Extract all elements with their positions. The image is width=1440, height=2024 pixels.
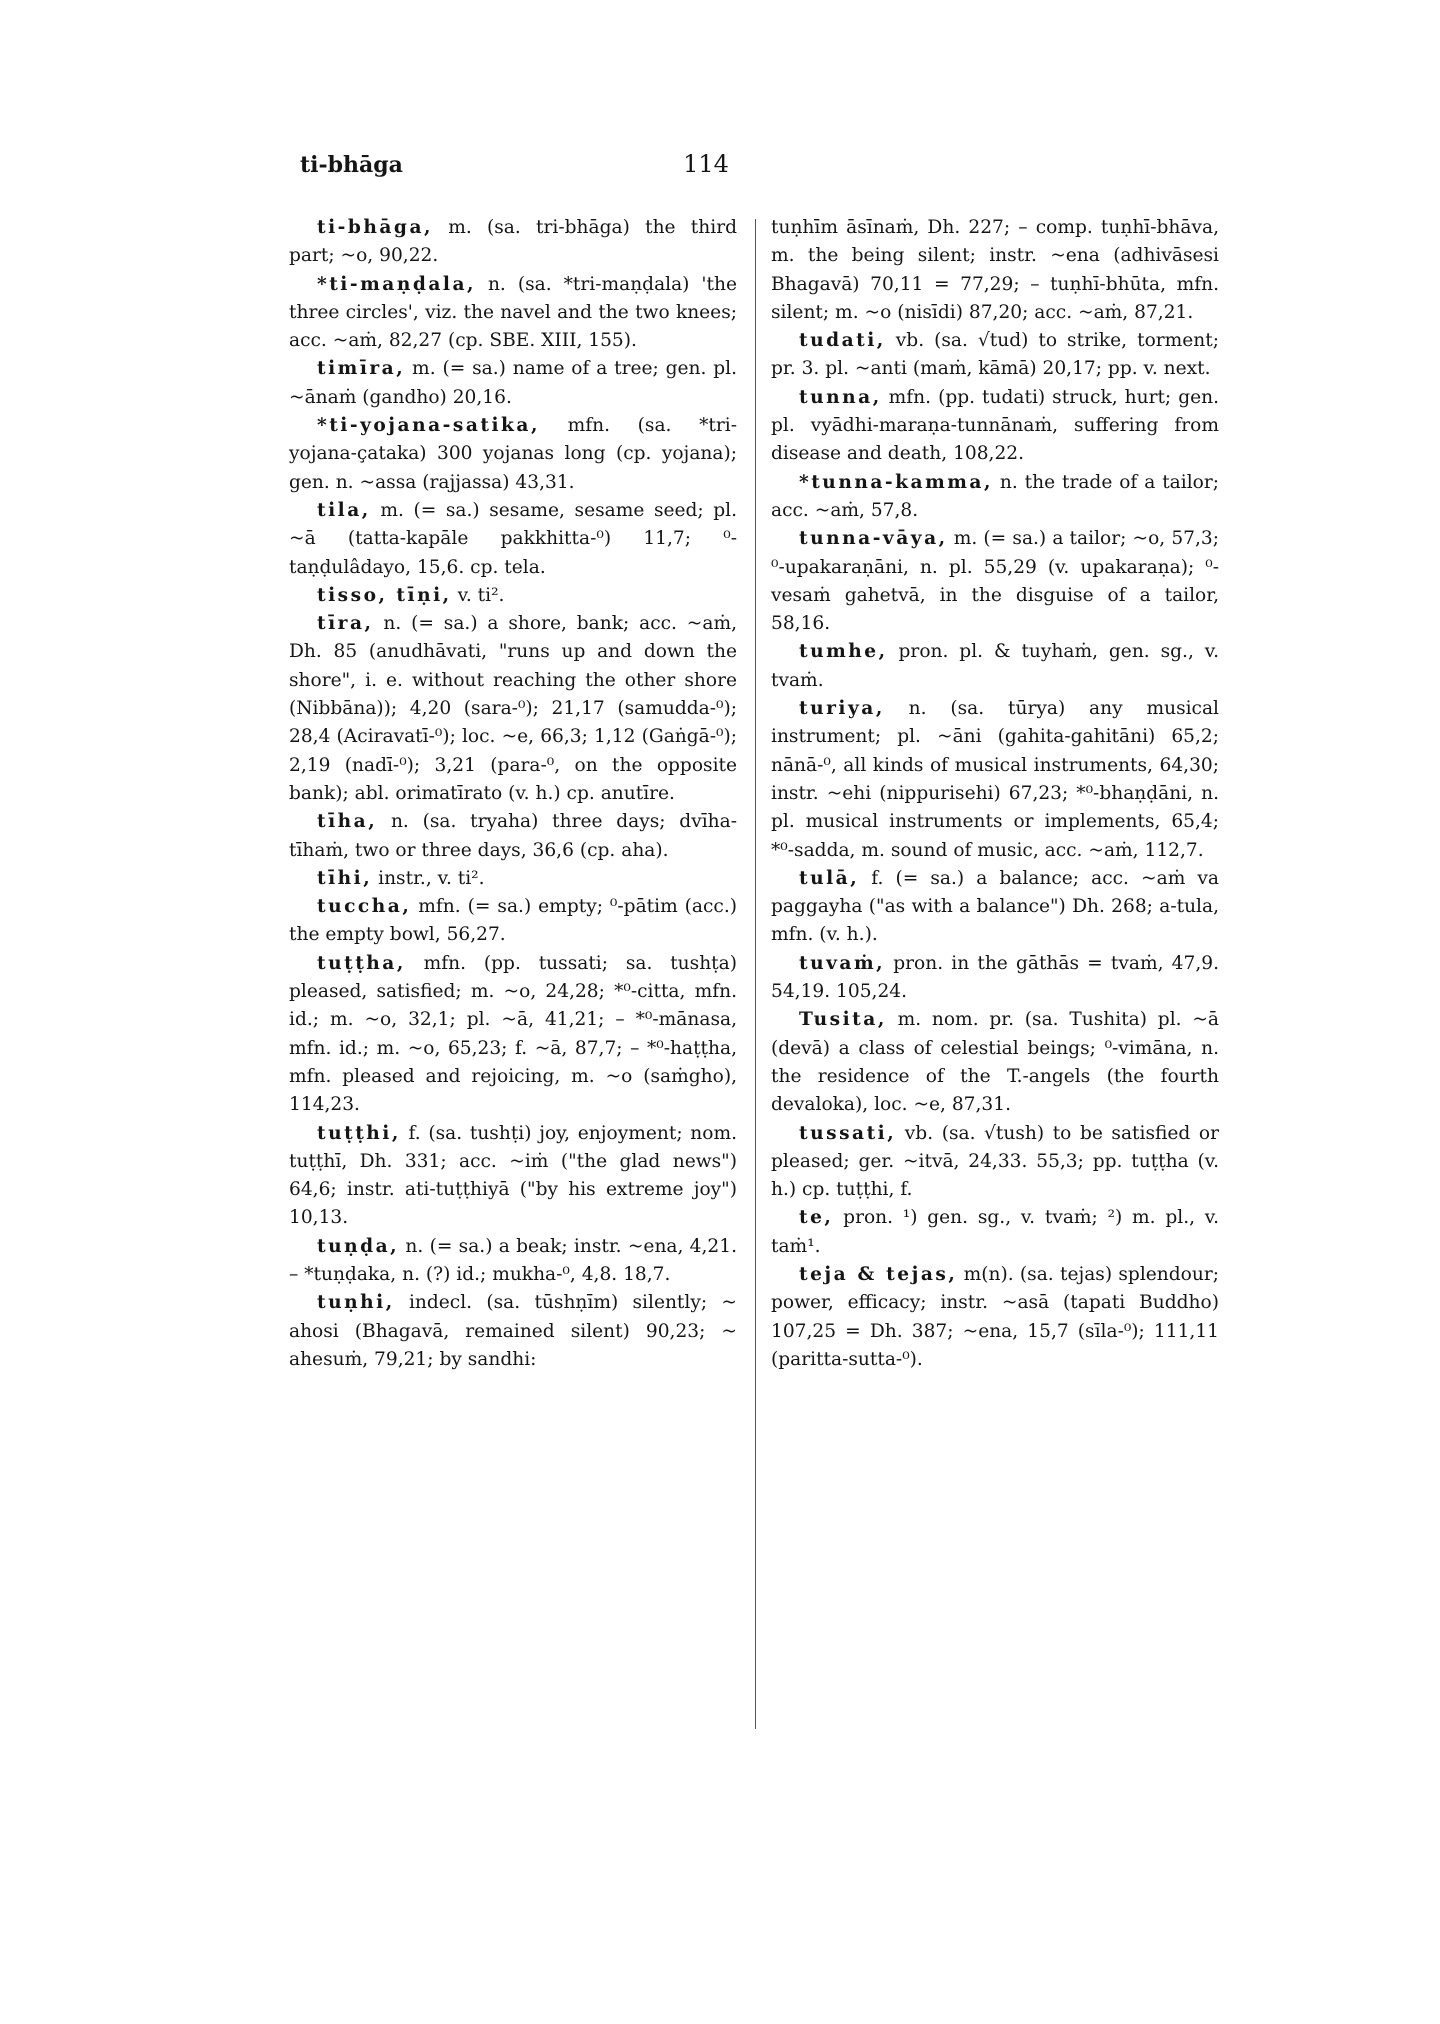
- entry-text: pron. pl. & tuyhaṁ, gen. sg., v. tvaṁ.: [771, 641, 1219, 691]
- dictionary-entry: [289, 1233, 737, 1290]
- entry-headword: *ti-maṇḍala,: [317, 273, 476, 295]
- entry-headword: tīhi,: [317, 867, 373, 889]
- entry-headword: *tunna-kamma,: [799, 471, 993, 493]
- entry-headword: *ti-yojana-satika,: [317, 415, 540, 437]
- dictionary-entry: [771, 950, 1219, 1007]
- dictionary-entry: [289, 610, 737, 808]
- entry-headword: tussati,: [799, 1122, 897, 1144]
- entry-text: f. (sa. tushṭi) joy, enjoyment; nom. tuṭṭhī, Dh. 331; acc. ~iṁ ("the glad news") 64,6; instr. ati-tuṭṭhiyā ("by his extreme joy") 10,13.: [289, 1122, 737, 1229]
- entry-text: v. ti².: [451, 584, 505, 606]
- entry-headword: tuṇḍa,: [317, 1235, 400, 1257]
- dictionary-entry: [289, 582, 737, 610]
- entry-text: tuṇhīm āsīnaṁ, Dh. 227; – comp. tuṇhī-bhāva, m. the being silent; instr. ~ena (adhivāsesi Bhagavā) 70,11 = 77,29; – tuṇhī-bhūta, mfn. silent; m. ~o (nisīdi) 87,20; acc. ~aṁ, 87,21.: [771, 217, 1219, 323]
- dictionary-entry: [289, 214, 737, 271]
- column-divider: [755, 219, 756, 1729]
- dictionary-entry: [289, 950, 737, 1120]
- entry-headword: teja & tejas,: [799, 1263, 958, 1285]
- entry-headword: tīha,: [317, 811, 378, 833]
- entry-headword: turiya,: [799, 698, 885, 720]
- entry-text: m. (= sa.) a tailor; ~o, 57,3; ⁰-upakaraṇāni, n. pl. 55,29 (v. upakaraṇa); ⁰-vesaṁ gahetvā, in the disguise of a tailor, 58,16.: [771, 528, 1219, 635]
- entry-headword: tila,: [317, 499, 371, 521]
- dictionary-entry: [771, 327, 1219, 384]
- entry-text: n. (= sa.) a shore, bank; acc. ~aṁ, Dh. 85 (anudhāvati, "runs up and down the shore", i. e. without reaching the other shore (Nibbāna)); 4,20 (sara-⁰); 21,17 (samudda-⁰); 28,4 (Aciravatī-⁰); loc. ~e, 66,3; 1,12 (Gaṅgā-⁰); 2,19 (nadī-⁰); 3,21 (para-⁰, on the opposite bank); abl. orimatīrato (v. h.) cp. anutīre.: [289, 613, 737, 804]
- dictionary-entry: [771, 1006, 1219, 1119]
- dictionary-entry: [771, 1261, 1219, 1374]
- dictionary-entry: [771, 638, 1219, 695]
- entry-headword: tisso, tīṇi,: [317, 584, 452, 606]
- entry-text: n. (= sa.) a beak; instr. ~ena, 4,21. – *tuṇḍaka, n. (?) id.; mukha-⁰, 4,8. 18,7.: [289, 1235, 737, 1285]
- dictionary-entry-continued: [771, 214, 1219, 327]
- dictionary-entry: [771, 695, 1219, 865]
- left-column: [289, 214, 737, 1374]
- entry-text: instr., v. ti².: [372, 867, 485, 889]
- entry-text: mfn. (sa. *tri-yojana-çataka) 300 yojanas long (cp. yojana); gen. n. ~assa (rajjassa) 43,31.: [289, 415, 737, 493]
- entry-headword: tudati,: [799, 330, 886, 352]
- entry-text: n. (sa. *tri-maṇḍala) 'the three circles', viz. the navel and the two knees; acc. ~aṁ, 82,27 (cp. SBE. XIII, 155).: [289, 273, 737, 352]
- entry-text: pron. ¹) gen. sg., v. tvaṁ; ²) m. pl., v. taṁ¹.: [771, 1207, 1219, 1257]
- entry-headword: Tusita,: [799, 1009, 887, 1031]
- entry-text: vb. (sa. √tud) to strike, torment; pr. 3. pl. ~anti (maṁ, kāmā) 20,17; pp. v. next.: [771, 330, 1219, 380]
- entry-headword: ti-bhāga,: [317, 217, 433, 238]
- entry-headword: tīra,: [317, 613, 374, 635]
- entry-text: n. (sa. tūrya) any musical instrument; pl. ~āni (gahita-gahitāni) 65,2; nānā-⁰, all kinds of musical instruments, 64,30; instr. ~ehi (nippurisehi) 67,23; *⁰-bhaṇḍāni, n. pl. musical instruments or implements, 65,4; *⁰-sadda, m. sound of music, acc. ~aṁ, 112,7.: [771, 698, 1219, 861]
- dictionary-entry: [771, 1120, 1219, 1205]
- entry-headword: tuvaṁ,: [799, 952, 886, 974]
- dictionary-entry: [771, 525, 1219, 638]
- dictionary-entry: [771, 865, 1219, 950]
- entry-text: m. nom. pr. (sa. Tushita) pl. ~ā (devā) a class of celestial beings; ⁰-vimāna, n. the residence of the T.-angels (the fourth devaloka), loc. ~e, 87,31.: [771, 1009, 1219, 1116]
- entry-text: m. (= sa.) name of a tree; gen. pl. ~ānaṁ (gandho) 20,16.: [289, 358, 737, 408]
- entry-text: indecl. (sa. tūshṇīm) silently; ~ ahosi (Bhagavā, remained silent) 90,23; ~ ahesuṁ, 79,21; by sandhi:: [289, 1292, 737, 1370]
- entry-headword: tuṇhi,: [317, 1292, 395, 1314]
- entry-headword: tunna-vāya,: [799, 528, 948, 550]
- dictionary-entry: [771, 469, 1219, 526]
- entry-headword: tulā,: [799, 867, 860, 889]
- entry-text: mfn. (= sa.) empty; ⁰-pātim (acc.) the empty bowl, 56,27.: [289, 896, 737, 946]
- page-number: 114: [683, 150, 729, 178]
- entry-text: n. (sa. tryaha) three days; dvīha-tīhaṁ, two or three days, 36,6 (cp. aha).: [289, 811, 737, 861]
- entry-text: n. the trade of a tailor; acc. ~aṁ, 57,8.: [771, 471, 1219, 521]
- dictionary-entry: [289, 893, 737, 950]
- dictionary-entry: [289, 355, 737, 412]
- entry-text: m. (= sa.) sesame, sesame seed; pl. ~ā (tatta-kapāle pakkhitta-⁰) 11,7; ⁰-taṇḍulâdayo, 15,6. cp. tela.: [289, 499, 737, 578]
- right-column: [771, 214, 1219, 1374]
- entry-headword: tuccha,: [317, 896, 412, 918]
- entry-text: mfn. (pp. tudati) struck, hurt; gen. pl. vyādhi-maraṇa-tunnānaṁ, suffering from disease and death, 108,22.: [771, 386, 1219, 465]
- entry-text: f. (= sa.) a balance; acc. ~aṁ va paggayha ("as with a balance") Dh. 268; a-tula, mfn. (v. h.).: [771, 867, 1219, 946]
- entry-headword: tuṭṭhi,: [317, 1122, 401, 1144]
- dictionary-entry: [771, 1204, 1219, 1261]
- entry-headword: timīra,: [317, 358, 406, 380]
- entry-text: vb. (sa. √tush) to be satisfied or pleased; ger. ~itvā, 24,33. 55,3; pp. tuṭṭha (v. h.) cp. tuṭṭhi, f.: [771, 1122, 1219, 1201]
- entry-headword: tuṭṭha,: [317, 952, 406, 974]
- dictionary-entry: [771, 384, 1219, 469]
- dictionary-entry: [289, 497, 737, 582]
- entry-text: m(n). (sa. tejas) splendour; power, efficacy; instr. ~asā (tapati Buddho) 107,25 = Dh. 387; ~ena, 15,7 (sīla-⁰); 111,11 (paritta-sutta-⁰).: [771, 1263, 1219, 1370]
- entry-text: pron. in the gāthās = tvaṁ, 47,9. 54,19. 105,24.: [771, 952, 1219, 1003]
- running-head: ti-bhāga: [300, 152, 403, 178]
- dictionary-entry: [289, 412, 737, 497]
- dictionary-entry: [289, 808, 737, 865]
- entry-text: mfn. (pp. tussati; sa. tushṭa) pleased, satisfied; m. ~o, 24,28; *⁰-citta, mfn. id.; m. ~o, 32,1; pl. ~ā, 41,21; – *⁰-mānasa, mfn. id.; m. ~o, 65,23; f. ~ā, 87,7; – *⁰-haṭṭha, mfn. pleased and rejoicing, m. ~o (saṁgho), 114,23.: [289, 952, 737, 1116]
- entry-text: m. (sa. tri-bhāga) the third part; ~o, 90,22.: [289, 217, 737, 267]
- dictionary-entry: [289, 1120, 737, 1233]
- dictionary-entry: [289, 865, 737, 893]
- entry-headword: te,: [799, 1207, 834, 1229]
- dictionary-entry: [289, 1289, 737, 1374]
- entry-headword: tunna,: [799, 386, 882, 408]
- entry-headword: tumhe,: [799, 641, 888, 663]
- dictionary-entry: [289, 271, 737, 356]
